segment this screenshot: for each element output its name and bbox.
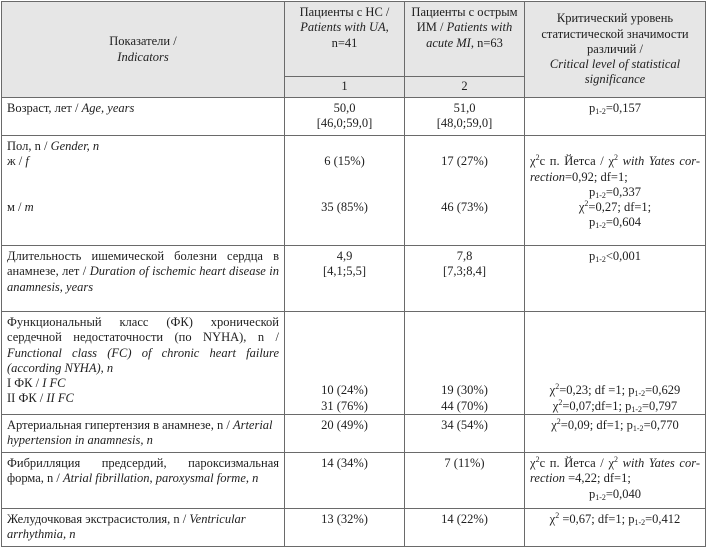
p-label: p	[628, 512, 635, 526]
header-critical-level	[525, 2, 706, 98]
p-value: =0,040	[605, 486, 642, 501]
chi-value: =4,22; df=1;	[564, 471, 631, 486]
sub-label-en: f	[25, 154, 29, 169]
p-subscript: 1-2	[634, 518, 646, 527]
chi-value: =0,67; df=1;	[559, 512, 629, 526]
value-range: [7,3;8,4]	[442, 264, 487, 279]
p-label: p	[625, 398, 632, 413]
p-value-line	[530, 215, 700, 230]
value: 46 (73%)	[441, 200, 488, 215]
value: 51,0	[453, 101, 476, 115]
value: 4,9	[336, 249, 353, 263]
chi-value: =0,27; df=1;	[588, 200, 652, 215]
label-en: Gender, n	[50, 139, 100, 153]
label-en: Arterial hypertension in anamnesis, n	[7, 418, 273, 448]
header-mi	[405, 2, 525, 77]
p-label: p	[588, 215, 596, 230]
p-label: p	[626, 418, 633, 432]
value: 10 (24%)	[321, 383, 368, 398]
row-label-ah	[2, 415, 285, 453]
label-en: Functional class (FC) of chronic heart failure (according NYHA), n	[7, 345, 279, 375]
label-en: Ventricular arrhythmia, n	[7, 512, 246, 542]
cell-p: $\chi^2=0,23$; df =1; $p_{1-2}=0,629$ $\chi^2=0,07;df=1$; $p_{1-2}=0,797$	[525, 312, 706, 415]
column-number-1: 1	[285, 77, 405, 98]
label-ru: Возраст, лет /	[7, 101, 82, 115]
label-en: Duration of ischemic heart disease in anamnesis, years	[7, 264, 279, 294]
header-mi-n: , n=63	[470, 35, 503, 50]
p-subscript: 1-2	[595, 492, 606, 502]
table-row	[2, 246, 706, 312]
value: 6 (15%)	[324, 154, 365, 169]
cell-p	[525, 98, 706, 136]
chi: χ	[552, 398, 559, 413]
cell-mi	[405, 312, 525, 415]
cell-mi: 34 (54%)	[405, 415, 525, 453]
p-subscript: 1-2	[595, 107, 606, 116]
p-label: p	[628, 383, 635, 398]
label-ru: Артериальная гипертензия в анамнезе, n /	[7, 418, 233, 432]
chi-ru: с п. Йетса /	[539, 154, 609, 169]
chi: χ	[551, 418, 557, 432]
chi: χ	[608, 154, 614, 169]
chi-en: rection	[530, 471, 565, 486]
cell-mi: 7 (11%)	[405, 453, 525, 509]
row-label-gender	[2, 136, 285, 246]
label-en: Age, years	[81, 101, 135, 115]
p-subscript: 1-2	[595, 190, 606, 200]
chi-square-text: $\chi^2с$ п. Йетса / $\chi^2$ with Yates cor- rection =4,22; df=1;	[530, 455, 700, 486]
p-label: p	[588, 249, 596, 263]
p-subscript: 1-2	[595, 221, 606, 231]
chi: χ	[530, 154, 536, 169]
chi-value: =0,09; df=1;	[560, 418, 627, 432]
cell-mi	[405, 136, 525, 246]
p-subscript: 1-2	[631, 404, 642, 414]
p-subscript: 1-2	[595, 255, 606, 264]
table-row	[2, 136, 706, 246]
chi-value: =0,07;df=1;	[562, 398, 626, 413]
value: 50,0	[333, 101, 356, 115]
chi: χ	[608, 456, 614, 470]
cell-ua	[285, 312, 405, 415]
p-label: p	[588, 486, 596, 501]
p-value: =0,770	[643, 418, 679, 432]
value: 35 (85%)	[321, 200, 368, 215]
chi-ru: с п. Йетса /	[539, 456, 609, 470]
header-mi-ru: Пациенты с острым ИМ /	[411, 5, 518, 35]
header-indicators-ru: Показатели /	[109, 34, 177, 49]
p-value: =0,604	[605, 215, 642, 230]
label-text	[7, 315, 279, 376]
sub-label-en: m	[24, 200, 34, 215]
label-ru: Длительность ишемической болезни сердца в анамнезе, лет /	[7, 249, 279, 279]
cell-ua: 20 (49%)	[285, 415, 405, 453]
p-value-line	[530, 487, 700, 502]
table-header	[2, 2, 706, 98]
cell-p	[525, 246, 706, 312]
chi-value: =0,23; df =1;	[559, 383, 629, 398]
label-ru: Функциональный класс (ФК) хронической сердечной недостаточности (по NYHA), n /	[7, 315, 279, 345]
comparison-table	[1, 1, 706, 547]
cell-ua: 13 (32%)	[285, 509, 405, 547]
label-ru: Фибрилляция предсердий, пароксизмальная форма, n /	[7, 456, 279, 486]
chi: χ	[549, 383, 556, 398]
header-indicators	[2, 2, 285, 98]
row-label-age	[2, 98, 285, 136]
sub-label-ru: I ФК /	[7, 376, 43, 391]
p-label: p	[588, 184, 596, 199]
row-label-af	[2, 453, 285, 509]
table-row	[2, 312, 706, 415]
value: 7,8	[456, 249, 473, 263]
p-value-line	[530, 185, 700, 200]
chi: χ	[530, 456, 536, 470]
chi-square-line: $\chi^2=0,27$; df=1;	[578, 199, 652, 215]
chi-en: rection	[530, 169, 565, 184]
column-number-2: 2	[405, 77, 525, 98]
sub-label-ru: ж /	[7, 154, 26, 169]
header-ua-ru: Пациенты с НС /	[299, 5, 390, 19]
value-range: [48,0;59,0]	[436, 116, 493, 131]
row-label-ihd	[2, 246, 285, 312]
label-ru: Желудочковая экстрасистолия, n /	[7, 512, 190, 526]
table-row	[2, 453, 706, 509]
table-row	[2, 509, 706, 547]
header-indicators-en: Indicators	[117, 49, 169, 64]
cell-p	[525, 136, 706, 246]
sub-label-ru: II ФК /	[7, 391, 47, 406]
label-ru: Пол, n /	[7, 139, 51, 153]
cell-p	[525, 453, 706, 509]
value-range: [46,0;59,0]	[316, 116, 373, 131]
label-en: Atrial fibrillation, paroxysmal forme, n	[63, 471, 259, 486]
cell-mi	[405, 98, 525, 136]
p-subscript: 1-2	[632, 424, 644, 433]
cell-p: $\chi^2 =0,67$; df=1; $p_{1-2}=0,412$	[525, 509, 706, 547]
chi-en: with Yates cor-	[622, 456, 700, 470]
row-label-ve	[2, 509, 285, 547]
chi-value: =0,92; df=1;	[564, 169, 628, 184]
value: 19 (30%)	[441, 383, 488, 398]
cell-ua	[285, 136, 405, 246]
cell-mi: 14 (22%)	[405, 509, 525, 547]
cell-ua: 14 (34%)	[285, 453, 405, 509]
p-value: =0,412	[645, 512, 681, 526]
p-subscript: 1-2	[634, 389, 646, 399]
table-row	[2, 415, 706, 453]
cell-ua	[285, 246, 405, 312]
p-value: =0,797	[642, 398, 678, 413]
p-value: <0,001	[605, 249, 642, 263]
value: 44 (70%)	[441, 398, 488, 413]
sub-label-en: I FC	[42, 376, 66, 391]
table-row	[2, 98, 706, 136]
header-crit-en: Critical level of statistical significance	[549, 57, 681, 87]
sub-label-ru: м /	[7, 200, 25, 215]
header-ua-n: , n=41	[331, 20, 389, 50]
sub-label-en: II FC	[46, 391, 74, 406]
value: 31 (76%)	[321, 398, 368, 413]
value: 17 (27%)	[441, 154, 488, 169]
chi-square-text: $\chi^2с$ п. Йетса / $\chi^2$ with Yates cor- rection=0,92; df=1;	[530, 153, 700, 184]
chi: χ	[549, 512, 556, 526]
p-value: =0,157	[605, 101, 642, 115]
header-crit-ru: Критический уровень статистической значимости различий /	[541, 11, 689, 56]
chi: χ	[578, 200, 585, 215]
row-label-fc	[2, 312, 285, 415]
cell-p: $\chi^2=0,09$; df=1; $p_{1-2}=0,770$	[525, 415, 706, 453]
value-range: [4,1;5,5]	[322, 264, 367, 279]
cell-mi	[405, 246, 525, 312]
header-ua-en: Patients with UA	[300, 20, 386, 35]
header-ua	[285, 2, 405, 77]
header-mi-en: Patients with acute MI	[426, 20, 513, 50]
p-value: =0,337	[605, 184, 642, 199]
p-value: =0,629	[645, 383, 681, 398]
p-label: p	[588, 101, 596, 115]
cell-ua	[285, 98, 405, 136]
chi-en: with Yates cor-	[622, 154, 700, 169]
